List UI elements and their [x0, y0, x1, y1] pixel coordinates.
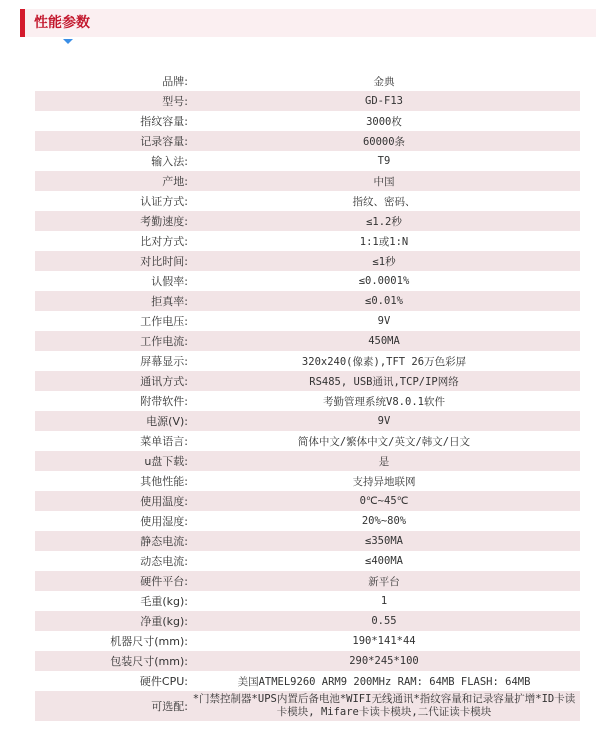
- spec-label: 品牌:: [162, 75, 188, 88]
- spec-label: 通讯方式:: [140, 375, 188, 388]
- spec-value: 考勤管理系统V8.0.1软件: [323, 395, 445, 408]
- spec-label: 认假率:: [151, 275, 188, 288]
- spec-row-model: [35, 91, 580, 111]
- caret-down-icon: [63, 39, 73, 44]
- spec-label: 动态电流:: [140, 555, 188, 568]
- spec-value: 290*245*100: [349, 655, 419, 667]
- spec-row-humidity: [35, 511, 580, 531]
- spec-label: 型号:: [162, 95, 188, 108]
- spec-label: 硬件CPU:: [139, 675, 188, 688]
- spec-label: 考勤速度:: [140, 215, 188, 228]
- spec-label: 输入法:: [151, 155, 188, 168]
- spec-row-frr: [35, 291, 580, 311]
- spec-value: 美国ATMEL9260 ARM9 200MHz RAM: 64MB FLASH: 64MB: [237, 675, 531, 688]
- spec-row-origin: [35, 171, 580, 191]
- spec-value: 新平台: [368, 575, 400, 588]
- spec-row-input-method: [35, 151, 580, 171]
- spec-value: 9V: [377, 415, 391, 427]
- spec-row-net-weight: [35, 611, 580, 631]
- spec-row-cpu: [35, 671, 580, 691]
- spec-value: ≤400MA: [365, 555, 403, 567]
- spec-value: 支持异地联网: [352, 475, 416, 488]
- spec-label: 工作电压:: [140, 315, 188, 328]
- spec-value: ≤1秒: [372, 255, 396, 268]
- spec-row-package-size: [35, 651, 580, 671]
- spec-value: 1: [380, 595, 388, 607]
- spec-value: ≤350MA: [365, 535, 403, 547]
- spec-value: ≤1.2秒: [366, 215, 402, 228]
- spec-value: 450MA: [368, 335, 400, 347]
- header-accent-bar: [20, 9, 25, 37]
- spec-label: 屏幕显示:: [140, 355, 188, 368]
- spec-value: 简体中文/繁体中文/英文/韩文/日文: [297, 435, 471, 448]
- spec-label: 使用温度:: [140, 495, 188, 508]
- spec-value: 0.55: [371, 615, 397, 627]
- spec-value: ≤0.0001%: [358, 275, 410, 287]
- spec-label: 菜单语言:: [140, 435, 188, 448]
- spec-row-gross-weight: [35, 591, 580, 611]
- spec-value: 是: [378, 455, 390, 468]
- spec-row-attendance-speed: [35, 211, 580, 231]
- spec-table: [35, 71, 580, 721]
- spec-row-temperature: [35, 491, 580, 511]
- spec-row-hardware-platform: [35, 571, 580, 591]
- spec-value: 20%~80%: [361, 515, 407, 527]
- spec-value: GD-F13: [365, 95, 403, 107]
- spec-row-dynamic-current: [35, 551, 580, 571]
- spec-row-screen: [35, 351, 580, 371]
- spec-row-match-mode: [35, 231, 580, 251]
- spec-row-match-time: [35, 251, 580, 271]
- spec-row-menu-language: [35, 431, 580, 451]
- spec-value: 3000枚: [366, 115, 402, 128]
- spec-row-far: [35, 271, 580, 291]
- spec-label: 使用湿度:: [140, 515, 188, 528]
- spec-row-static-current: [35, 531, 580, 551]
- spec-label: 认证方式:: [140, 195, 188, 208]
- spec-row-options: [35, 691, 580, 721]
- spec-row-current: [35, 331, 580, 351]
- spec-label: 包装尺寸(mm):: [110, 655, 188, 668]
- spec-value: T9: [377, 155, 391, 167]
- spec-label: 比对方式:: [140, 235, 188, 248]
- spec-row-voltage: [35, 311, 580, 331]
- spec-row-fingerprint-capacity: [35, 111, 580, 131]
- spec-value: 1:1或1:N: [359, 235, 409, 248]
- spec-label: 其他性能:: [140, 475, 188, 488]
- spec-label: 硬件平台:: [140, 575, 188, 588]
- spec-row-software: [35, 391, 580, 411]
- spec-row-record-capacity: [35, 131, 580, 151]
- spec-value: 中国: [373, 175, 395, 188]
- spec-label: u盘下载:: [144, 455, 188, 468]
- spec-value: 60000条: [362, 135, 406, 148]
- spec-row-power: [35, 411, 580, 431]
- spec-value: ≤0.01%: [365, 295, 403, 307]
- spec-label: 静态电流:: [140, 535, 188, 548]
- spec-value: 9V: [377, 315, 391, 327]
- spec-label: 机器尺寸(mm):: [110, 635, 188, 648]
- spec-value: 190*141*44: [352, 635, 416, 647]
- spec-value: RS485, USB通讯,TCP/IP网络: [309, 375, 459, 388]
- section-header: [20, 9, 596, 37]
- section-title: 性能参数: [34, 15, 90, 31]
- spec-row-communication: [35, 371, 580, 391]
- spec-label: 可选配:: [151, 700, 188, 713]
- spec-label: 工作电流:: [140, 335, 188, 348]
- spec-label: 电源(V):: [146, 415, 188, 428]
- spec-row-device-size: [35, 631, 580, 651]
- spec-label: 净重(kg):: [140, 615, 188, 628]
- spec-label: 附带软件:: [140, 395, 188, 408]
- spec-row-auth-method: [35, 191, 580, 211]
- spec-value: *门禁控制器*UPS内置后备电池*WIFI无线通讯*指纹容量和记录容量扩增*ID卡读卡模块, Mifare卡读卡模块,二代证读卡模块: [192, 693, 576, 718]
- spec-label: 记录容量:: [140, 135, 188, 148]
- spec-row-brand: [35, 71, 580, 91]
- spec-value: 金典: [373, 75, 395, 88]
- spec-value: 0℃~45℃: [359, 495, 409, 507]
- spec-label: 指纹容量:: [140, 115, 188, 128]
- spec-label: 对比时间:: [140, 255, 188, 268]
- spec-label: 产地:: [162, 175, 188, 188]
- spec-value: 320x240(像素),TFT 26万色彩屏: [301, 355, 467, 368]
- spec-row-other: [35, 471, 580, 491]
- spec-label: 拒真率:: [151, 295, 188, 308]
- spec-label: 毛重(kg):: [140, 595, 188, 608]
- spec-value: 指纹、密码、: [352, 195, 416, 208]
- spec-row-usb-download: [35, 451, 580, 471]
